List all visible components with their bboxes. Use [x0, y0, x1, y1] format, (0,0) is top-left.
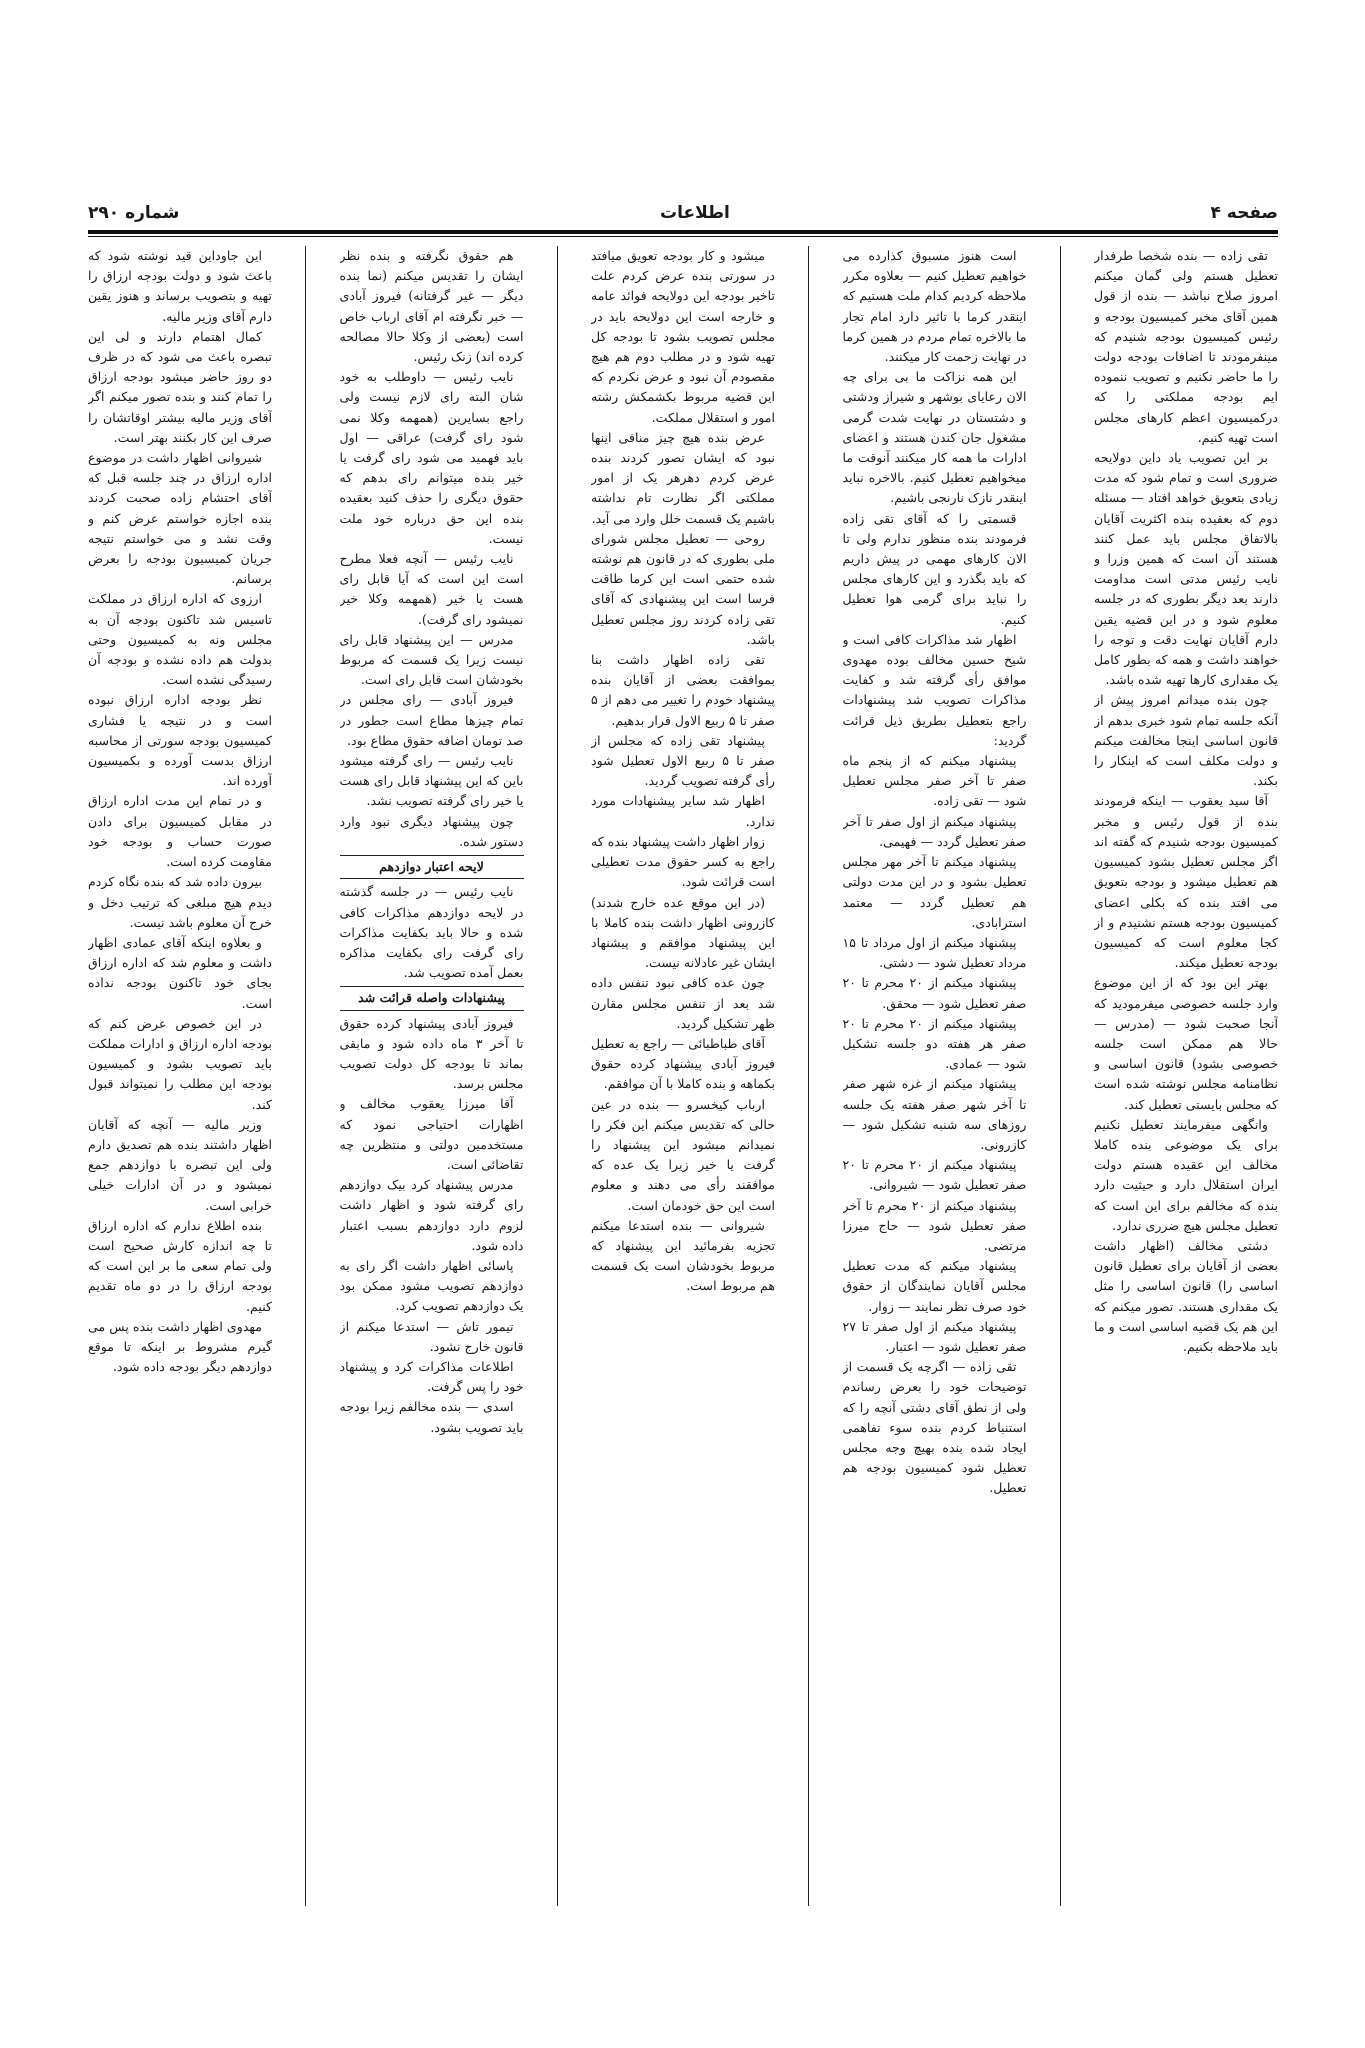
paragraph: تقی زاده اظهار داشت بنا بموافقت بعضی از آقایان بنده پیشنهاد خودم را تغییر می دهم از ۵ صفر تا ۵ ربیع الاول قرار بدهیم. — [591, 652, 775, 728]
column-2 — [843, 246, 1027, 1906]
paragraph: روحی — تعطیل مجلس شورای ملی بطوری که در قانون هم نوشته شده حتمی است این کرما طاقت فرسا است این پیشنهادی که آقای تقی زاده کردند روز مجلس تعطیل باشد. — [591, 530, 775, 647]
paragraph: زوار اظهار داشت پیشنهاد بنده که راجع به کسر حقوق مدت تعطیلی است قرائت شود. — [591, 833, 775, 890]
paragraph: وانگهی میفرمایند تعطیل نکنیم برای یک موضوعی بنده کاملا مخالف این عقیده هستم دولت ایران استقلال دارد و حیثیت دارد بنده که مخالفم برای این است که تعطیل مجلس هیچ ضرری ندارد. — [1094, 1116, 1278, 1233]
paragraph: نظر بودجه اداره ارزاق نبوده است و در نتیجه یا فشاری کمیسیون بودجه سورتی از محاسبه ارزاق بدست آورده و بکمیسیون آورده اند. — [88, 692, 272, 789]
paragraph: پیشنهاد تقی زاده که مجلس از صفر تا ۵ ربیع الاول تعطیل شود رأی گرفته تصویب گردید. — [591, 732, 775, 789]
paragraph: وزیر مالیه — آنچه که آقایان اظهار داشتند بنده هم تصدیق دارم ولی این تبصره با دوازدهم جمع نمیشود و در آن ادارات خیلی خرابی است. — [88, 1116, 272, 1213]
paragraph: مدرس پیشنهاد کرد بیک دوازدهم رای گرفته شود و اظهار داشت لزوم دارد دوازدهم بسبب اعتبار داده شود. — [339, 1177, 524, 1253]
page-header — [88, 196, 1278, 230]
paragraph: آقا میرزا یعقوب مخالف و اظهارات احتیاجی نمود که مستخدمین دولتی و منتظرین چه تقاضائی است. — [339, 1096, 524, 1172]
paragraph: پیشنهاد میکنم از اول صفر تا ۲۷ صفر تعطیل شود — اعتبار. — [842, 1318, 1027, 1354]
paragraph: پیشنهاد میکنم از غره شهر صفر تا آخر شهر صفر هفته یک جلسه روزهای سه شنبه تشکیل شود — کازرونی. — [842, 1076, 1027, 1152]
paragraph: دشتی مخالف (اظهار داشت بعضی از آقایان برای تعطیل قانون اساسی را) قانون اساسی را مثل یک مقداری هستند. تصور میکنم که این هم یک قضیه اساسی است و ما باید ملاحظه بکنیم. — [1094, 1237, 1278, 1354]
paragraph: پیشنهاد میکنم از ۲۰ محرم تا ۲۰ صفر تعطیل شود — محقق. — [842, 975, 1027, 1011]
paragraph: آقای طباطبائی — راجع به تعطیل فیروز آبادی پیشنهاد کرده حقوق بکماهه و بنده کاملا با آن موافقم. — [591, 1035, 775, 1092]
paragraph: پیشنهاد میکنم از ۲۰ محرم تا آخر صفر تعطیل شود — حاج میرزا مرتضی. — [842, 1197, 1027, 1253]
column-divider — [305, 246, 306, 1906]
paragraph: پیشنهاد میکنم از ۲۰ محرم تا ۲۰ صفر هر هفته دو جلسه تشکیل شود — عمادی. — [842, 1015, 1027, 1072]
column-divider — [808, 246, 809, 1906]
paragraph: بیرون داده شد که بنده نگاه کردم دیدم هیچ مبلغی که ترتیب دخل و خرج آن معلوم باشد نیست. — [88, 874, 272, 930]
paragraph: میشود و کار بودجه تعویق میافتد در سورتی بنده عرض کردم علت تاخیر بودجه این دولایحه فوائد عامه و خارجه است این دولایحه باید در مجلس تصویب بشود تا بودجه کل تهیه شود و در مطلب دوم هم هیچ مقصودم آن نبود و عرض نکردم که این قضیه مربوط بکشمکش رشته امور و استقلال مملکت. — [591, 248, 775, 425]
paragraph: اطلاعات مذاکرات کرد و پیشنهاد خود را پس گرفت. — [339, 1358, 524, 1395]
paragraph: پیشنهاد میکنم از اول صفر تا آخر صفر تعطیل گردد — فهیمی. — [842, 813, 1027, 849]
column-3 — [591, 246, 775, 1906]
column-4 — [340, 246, 524, 1906]
section-heading: پیشنهادات واصله قرائت شد — [340, 986, 524, 1010]
paragraph: اظهار شد سایر پیشنهادات مورد ندارد. — [591, 793, 775, 829]
paragraph: و بعلاوه اینکه آقای عمادی اظهار داشت و معلوم شد که اداره ارزاق بجای خود تاکنون بودجه نداده است. — [88, 934, 272, 1011]
header-rule — [88, 230, 1278, 234]
paragraph: نایب رئیس — در جلسه گذشته در لایحه دوازدهم مذاکرات کافی شده و حالا باید بکفایت مذاکرات رای گرفت رای بکفایت مذاکره بعمل آمده تصویب شد. — [339, 884, 524, 981]
paragraph: نایب رئیس — آنچه فعلا مطرح است این است که آیا قابل رای هست یا خیر (همهمه وکلا خیر نمیشود رای گرفت). — [339, 551, 524, 627]
paragraph: اظهار شد مذاکرات کافی است و شیخ حسین مخالف بوده مهدوی موافق رأی گرفته شد و کفایت مذاکرات تصویب شد پیشنهادات راجع بتعطیل بطریق ذیل قرائت گردید: — [842, 631, 1027, 748]
paragraph: پیشنهاد میکنم از ۲۰ محرم تا ۲۰ صفر تعطیل شود — شیروانی. — [842, 1157, 1027, 1193]
paragraph: چون بنده میدانم امروز پیش از آنکه جلسه تمام شود خبری بدهم از قانون اساسی اینجا مخالفت میکنم و دولت مکلف است که اینکار را بکند. — [1094, 692, 1278, 789]
paragraph: پیشنهاد میکنم از اول مرداد تا ۱۵ مرداد تعطیل شود — دشتی. — [842, 934, 1027, 971]
paragraph: و در تمام این مدت اداره ارزاق در مقابل کمیسیون برای دادن صورت حساب و بودجه خود مقاومت کرده است. — [88, 793, 272, 870]
paragraph: فیروز آبادی پیشنهاد کرده حقوق تا آخر ۳ ماه داده شود و مابقی بماند تا بودجه کل دولت تصویب مجلس برسد. — [339, 1015, 524, 1092]
paragraph: در این خصوص عرض کنم که بودجه اداره ارزاق و ادارات مملکت باید تصویب بشود و کمیسیون بودجه این مطلب را نمیتواند قبول کند. — [88, 1015, 272, 1112]
paragraph: چون پیشنهاد دیگری نبود وارد دستور شده. — [339, 813, 524, 849]
paragraph: این همه نزاکت ما بی برای چه الان رعایای بوشهر و شیراز ودشتی و دشتستان در نهایت شدت گرمی مشغول جان کندن هستند و اعضای ادارات ما همه کار میکنند آنوقت ما میخواهیم تعطیل کنیم. بالاخره نباید اینقدر نازک نارنجی باشیم. — [842, 369, 1027, 506]
paragraph: بنده اطلاع ندارم که اداره ارزاق تا چه اندازه کارش صحیح است ولی تمام سعی ما بر این است که بودجه ارزاق را در دو ماه تقدیم کنیم. — [88, 1217, 272, 1314]
section-heading: لایحه اعتبار دوازدهم — [340, 855, 524, 879]
paragraph: این جاوداین قید نوشته شود که باعث شود و دولت بودجه ارزاق را تهیه و بتصویب برساند و هنوز یقین دارم آقای وزیر مالیه. — [88, 248, 272, 324]
paragraph: اسدی — بنده مخالفم زیرا بودجه باید تصویب بشود. — [339, 1399, 524, 1435]
header-rule-thin — [88, 236, 1278, 237]
paragraph: ارزوی که اداره ارزاق در مملکت تاسیس شد تاکنون بودجه آن به مجلس ونه به کمیسیون وحتی بدولت هم داده نشده و بودجه آن رسیدگی نشده است. — [88, 591, 272, 688]
paragraph: پیشنهاد میکنم تا آخر مهر مجلس تعطیل بشود و در این مدت دولتی هم تعطیل گردد — معتمد استرابادی. — [842, 854, 1027, 930]
paragraph: عرض بنده هیچ چیز منافی اینها نبود که ایشان تصور کردند بنده عرض کردم دهرهر یک از امور مملکتی اگر نظارت تام نداشته باشیم یک قسمت خلل وارد می آید. — [591, 429, 775, 526]
paragraph: چون عده کافی نبود تنفس داده شد بعد از تنفس مجلس مقارن ظهر تشکیل گردید. — [591, 975, 775, 1031]
paragraph: (در این موقع عده خارج شدند) کازرونی اظهار داشت بنده کاملا با این پیشنهاد موافقم و پیشنهاد ایشان غیر عادلانه نیست. — [591, 894, 775, 971]
column-divider — [557, 246, 558, 1906]
paragraph: تیمور تاش — استدعا میکنم از قانون خارج نشود. — [339, 1318, 524, 1354]
paragraph: پیشنهاد میکنم که از پنجم ماه صفر تا آخر صفر مجلس تعطیل شود — تقی زاده. — [842, 753, 1027, 809]
paragraph: تقی زاده — بنده شخصا طرفدار تعطیل هستم ولی گمان میکنم امروز صلاح نباشد — بنده از قول همین آقای مخبر کمیسیون بودجه و رئیس کمیسیون بودجه شنیدم که مینفرمودند تا اضافات بودجه دولت را ما حاضر نکنیم و تصویب ننموده ایم بودجه مملکتی را که درکمیسیون اعظم کارهای مجلس است تهیه کنیم. — [1094, 248, 1278, 445]
paragraph: نایب رئیس — داوطلب به خود شان البته رای لازم نیست ولی راجع بسایرین (همهمه وکلا نمی شود رای گرفت) عراقی — اول باید فهمید می شود رای گرفت یا خیر بنده میتوانم رای بدهم که حقوق دیگری را حذف کنید بعقیده بنده این حق درباره خود ملت نیست. — [339, 369, 524, 546]
page-number: صفحه ۴ — [1210, 203, 1278, 223]
paragraph: کمال اهتمام دارند و لی این تبصره باعث می شود که در ظرف دو روز حاضر میشود بودجه ارزاق را تمام کنند و بنده تصور میکنم اگر آقای وزیر مالیه بیشتر اوقاتشان را صرف این کار بکنند بهتر است. — [88, 328, 272, 445]
paragraph: مهدوی اظهار داشت بنده پس می گیرم مشروط بر اینکه تا موقع دوازدهم دیگر بودجه داده شود. — [88, 1318, 272, 1375]
paragraph: ارباب کیخسرو — بنده در عین حالی که تقدیس میکنم این فکر را نمیدانم میشود این پیشنهاد را گرفت یا خیر زیرا یک عده که موافقند رأی می دهند و معلوم است این حق خودمان است. — [591, 1096, 775, 1213]
paragraph: پیشنهاد میکنم که مدت تعطیل مجلس آقایان نمایندگان از حقوق خود صرف نظر نمایند — زوار. — [842, 1258, 1027, 1314]
paragraph: فیروز آبادی — رای مجلس در تمام چیزها مطاع است جطور در صد تومان اضافه حقوق مطاع بود. — [339, 692, 524, 748]
issue-number: شماره ۲۹۰ — [88, 203, 180, 223]
newspaper-title: اطلاعات — [660, 203, 730, 223]
paragraph: هم حقوق نگرفته و بنده نظر ایشان را تقدیس میکنم (نما بنده دیگر — غیر گرفتانه) فیروز آبادی — خبر نگرفته ام آقای ارباب خاص است (بعضی از وکلا حالا مصالحه کرده اند) زنک رئیس. — [339, 248, 524, 365]
paragraph: قسمتی را که آقای تقی زاده فرمودند بنده منظور ندارم ولی تا الان کارهای مهمی در پیش داریم که باید بگذرد و این کارهای مجلس را نباید برای گرمی هوا تعطیل کنیم. — [842, 510, 1027, 627]
column-divider — [1060, 246, 1061, 1906]
paragraph: نایب رئیس — رای گرفته میشود باین که این پیشنهاد قابل رای هست یا خیر رای گرفته تصویب نشد. — [339, 753, 524, 809]
column-1 — [1094, 246, 1278, 1906]
paragraph: بر این تصویب یاد داین دولایحه ضروری است و تمام شود که مدت زیادی بتعویق خواهد افتاد — مسئله دوم که بعقیده بنده اکثریت آقایان بالاتفاق مجلس باید عمل کنند هستند آن است که همین وزرا و نایب رئیس مدتی است مداومت دارند بعد دیگر بطوری که در جلسه معلوم شود و در این قضیه یقین دارم آقایان نهایت دقت و توجه را خواهند داشت و همه که بطور کامل یک مقداری کارها تهیه شده باشد. — [1094, 450, 1278, 688]
article-columns — [88, 246, 1278, 1906]
paragraph: تقی زاده — اگرچه یک قسمت از توضیحات خود را بعرض رساندم ولی از نطق آقای دشتی آنچه را که استنباط کردم بنده سوء تفاهمی ایجاد شده بنده بهیچ وجه مجلس تعطیل شود کمیسیون بودجه هم تعطیل. — [842, 1359, 1027, 1496]
paragraph: بهتر این بود که از این موضوع وارد جلسه خصوصی میفرمودید که آنجا صحبت شود — (مدرس — حالا هم ممکن است جلسه خصوصی بشود) قانون اساسی و نظامنامه مجلس نوشته شده است که مجلس بایستی تعطیل کند. — [1094, 975, 1278, 1112]
paragraph: است هنوز مسبوق کذارده می خواهیم تعطیل کنیم — بعلاوه مکرر ملاحظه کردیم کدام ملت هستیم که اینقدر کرما با تاثیر دارد امام تجار ما بالاخره تمام مردم در همین کرما در نهایت زحمت کار میکنند. — [842, 248, 1027, 365]
paragraph: آقا سید یعقوب — اینکه فرمودند بنده از قول رئیس و مخبر کمیسیون بودجه شنیدم که گفته اند اگر مجلس تعطیل بشود کمیسیون هم تعطیل میشود و بودجه بتعویق می افتد بنده که بکلی اعضای کمیسیون بودجه هستم نشنیدم و از کجا معلوم است که کمیسیون بودجه تعطیل میکند. — [1094, 793, 1278, 971]
paragraph: پاسائی اظهار داشت اگر رای به دوازدهم تصویب مشود ممکن بود یک دوازدهم تصویب کرد. — [339, 1257, 524, 1314]
paragraph: شیروانی — بنده استدعا میکنم تجزیه بفرمائید این پیشنهاد که مربوط بخودشان است یک قسمت هم مربوط است. — [591, 1217, 775, 1294]
paragraph: مدرس — این پیشنهاد قابل رای نیست زیرا یک قسمت که مربوط بخودشان است قابل رای است. — [339, 631, 524, 688]
paragraph: شیروانی اظهار داشت در موضوع اداره ارزاق در چند جلسه قبل که آقای احتشام زاده صحبت کردند بنده اجازه خواستم عرض کنم و وقت نشد و می خواستم نتیجه جریان کمیسیون بودجه را بعرض برسانم. — [88, 450, 272, 587]
column-5 — [88, 246, 272, 1906]
